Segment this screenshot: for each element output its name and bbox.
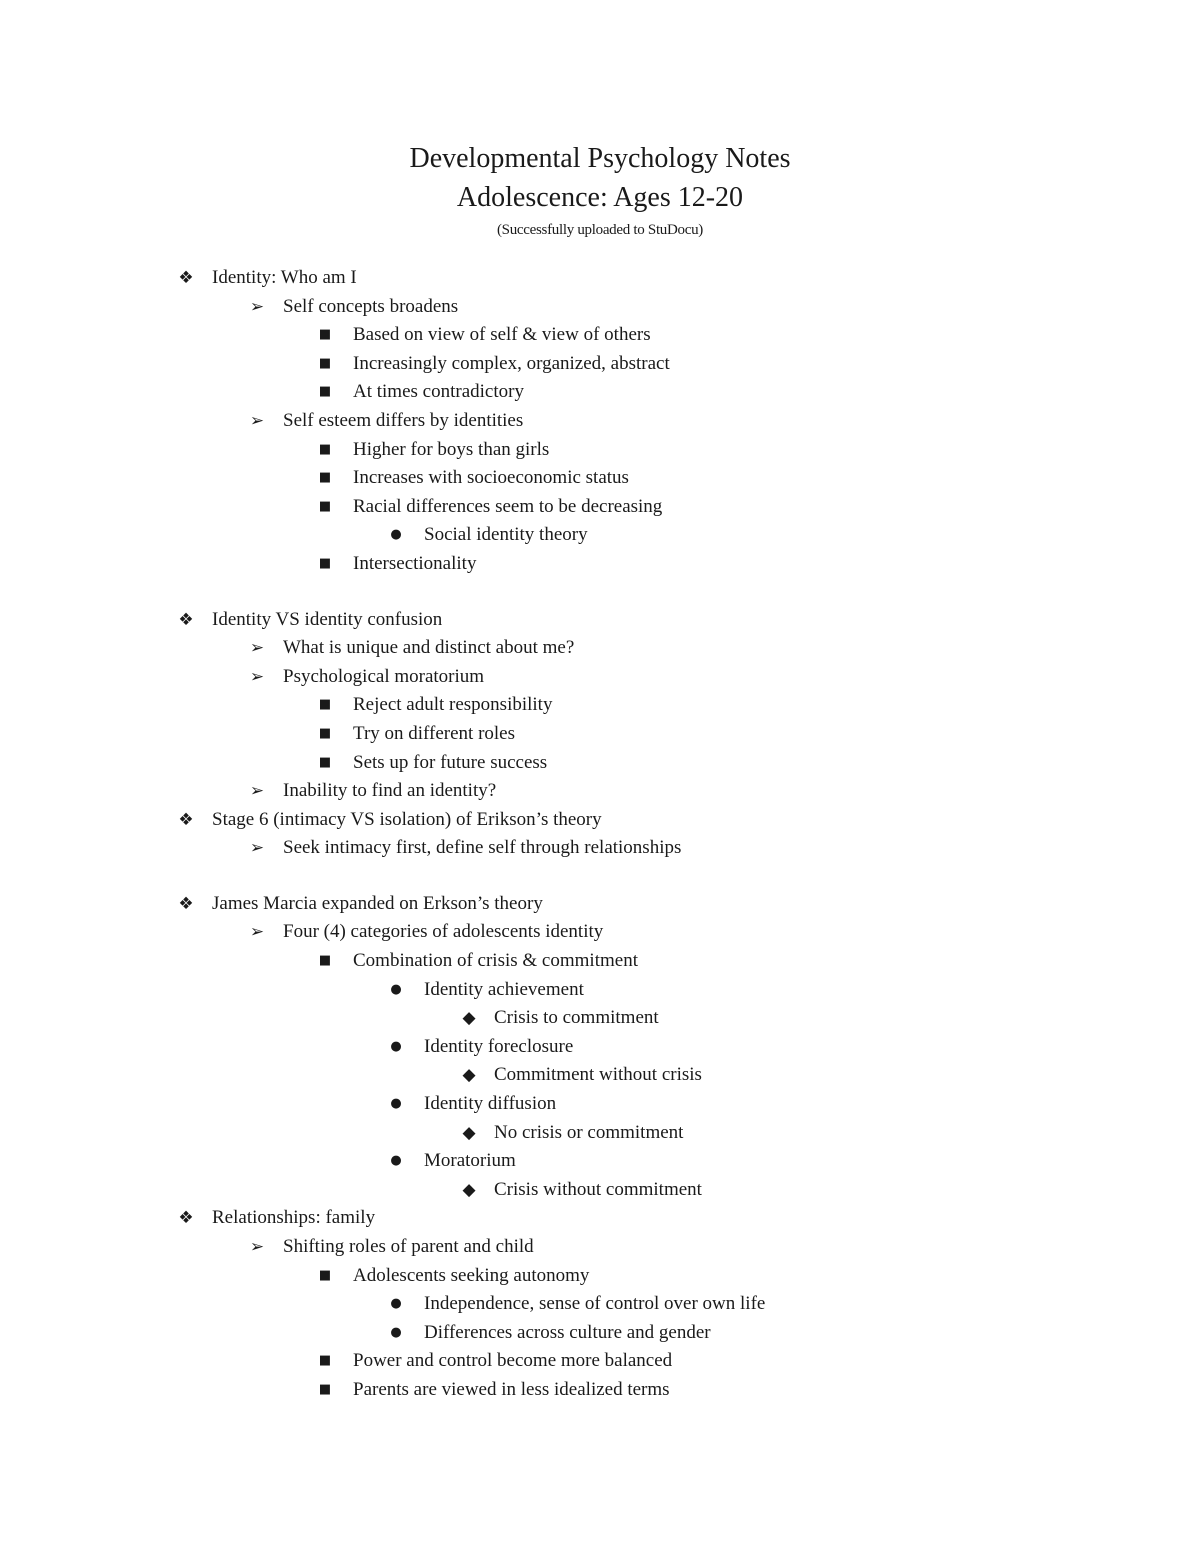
outline-item-level-5: [0, 1061, 1200, 1090]
bullet-level-3-icon: ■: [318, 1381, 332, 1397]
outline-item-level-2: [0, 407, 1200, 436]
outline-item-text: Reject adult responsibility: [353, 694, 553, 716]
outline-item-text: Seek intimacy first, define self through relationships: [283, 837, 682, 859]
bullet-level-3-icon: ■: [318, 327, 332, 343]
bullet-level-5-icon: ◆: [462, 1008, 476, 1029]
outline-item-text: Based on view of self & view of others: [353, 324, 651, 346]
outline-item-text: Psychological moratorium: [283, 665, 485, 687]
outline-item-text: Increasingly complex, organized, abstract: [353, 352, 670, 374]
outline-item-text: Power and control become more balanced: [353, 1350, 673, 1372]
outline-item-text: Self esteem differs by identities: [283, 409, 524, 431]
upload-note: (Successfully uploaded to StuDocu): [496, 222, 703, 238]
outline-item-level-3: [0, 720, 1200, 749]
outline-item-level-3: [0, 350, 1200, 379]
outline-item-text: Higher for boys than girls: [353, 438, 550, 460]
outline-item-level-3: [0, 1376, 1200, 1405]
outline-item-level-4: [0, 976, 1200, 1005]
outline-item-text: Commitment without crisis: [494, 1064, 702, 1086]
outline-item-text: Social identity theory: [424, 524, 588, 546]
bullet-level-4-icon: ●: [390, 1324, 402, 1340]
outline-item-text: Combination of crisis & commitment: [353, 950, 638, 972]
outline-item-level-5: [0, 1004, 1200, 1033]
bullet-level-2-icon: ➢: [249, 781, 265, 802]
bullet-level-4-icon: ●: [390, 1296, 402, 1312]
bullet-level-2-icon: ➢: [249, 922, 265, 943]
bullet-level-1-icon: ❖: [178, 268, 194, 288]
outline-item-level-3: [0, 1347, 1200, 1376]
bullet-level-4-icon: ●: [390, 981, 402, 997]
outline-item-level-3: [0, 1262, 1200, 1291]
bullet-level-3-icon: ■: [318, 441, 332, 457]
outline-item-level-2: [0, 777, 1200, 806]
outline-item-text: Relationships: family: [212, 1207, 376, 1229]
outline-item-text: Identity foreclosure: [424, 1035, 574, 1057]
outline-item-level-2: [0, 918, 1200, 947]
bullet-level-2-icon: ➢: [249, 1237, 265, 1257]
bullet-level-2-icon: ➢: [249, 638, 265, 659]
outline-item-level-4: [0, 1290, 1200, 1319]
bullet-level-5-icon: ◆: [462, 1065, 476, 1086]
outline-item-text: Stage 6 (intimacy VS isolation) of Erikson’s theory: [212, 808, 602, 830]
outline-item-level-4: [0, 1033, 1200, 1062]
outline-item-text: Self concepts broadens: [283, 295, 459, 317]
outline-item-text: Crisis without commitment: [494, 1178, 702, 1200]
outline-item-level-1: [0, 606, 1200, 635]
outline-item-text: Intersectionality: [353, 552, 477, 574]
bullet-level-2-icon: ➢: [249, 666, 265, 687]
outline-item-level-2: [0, 634, 1200, 663]
outline-item-level-4: [0, 1090, 1200, 1119]
bullet-level-1-icon: ❖: [178, 893, 194, 914]
bullet-level-1-icon: ❖: [178, 1208, 194, 1229]
outline-item-level-3: [0, 550, 1200, 579]
outline-item-level-4: [0, 1319, 1200, 1348]
outline-item-text: Try on different roles: [353, 722, 516, 744]
bullet-level-3-icon: ■: [318, 1267, 332, 1283]
bullet-level-1-icon: ❖: [178, 609, 194, 630]
bullet-level-3-icon: ■: [318, 725, 332, 741]
outline-item-text: At times contradictory: [353, 381, 524, 403]
outline-item-level-3: [0, 378, 1200, 407]
bullet-level-2-icon: ➢: [249, 410, 265, 431]
document-title: Developmental Psychology Notes: [409, 143, 791, 174]
outline-item-text: Identity: Who am I: [212, 267, 357, 288]
outline-item-text: Parents are viewed in less idealized terms: [353, 1378, 670, 1400]
outline-item-text: Sets up for future success: [353, 751, 548, 773]
outline-item-text: Identity diffusion: [424, 1093, 557, 1115]
bullet-level-3-icon: ■: [318, 953, 332, 969]
bullet-level-5-icon: ◆: [462, 1122, 476, 1143]
bullet-level-3-icon: ■: [318, 355, 332, 371]
bullet-level-3-icon: ■: [318, 1353, 332, 1369]
outline-item-level-3: [0, 749, 1200, 778]
outline-item-level-2: [0, 663, 1200, 692]
document-subtitle: Adolescence: Ages 12-20: [456, 182, 744, 213]
bullet-level-4-icon: ●: [390, 1096, 402, 1112]
document-header: [0, 140, 1200, 242]
outline-item-text: What is unique and distinct about me?: [283, 637, 575, 659]
outline-item-level-1: [0, 264, 1200, 293]
outline-item-level-2: [0, 1233, 1200, 1262]
outline-item-level-5: [0, 1176, 1200, 1205]
outline-item-level-1: [0, 1204, 1200, 1233]
outline-item-level-5: [0, 1119, 1200, 1148]
outline-item-level-2: [0, 293, 1200, 322]
outline-item-level-3: [0, 321, 1200, 350]
bullet-level-4-icon: ●: [390, 1153, 402, 1169]
bullet-level-1-icon: ❖: [178, 809, 194, 830]
outline-item-text: Independence, sense of control over own life: [424, 1293, 766, 1315]
outline-item-text: Identity VS identity confusion: [212, 608, 443, 630]
outline-item-level-3: [0, 436, 1200, 465]
bullet-level-3-icon: ■: [318, 754, 332, 770]
outline-item-level-1: [0, 890, 1200, 919]
bullet-level-4-icon: ●: [390, 1038, 402, 1054]
outline-item-level-1: [0, 806, 1200, 835]
outline-item-level-3: [0, 947, 1200, 976]
bullet-level-2-icon: ➢: [249, 296, 265, 317]
bullet-level-4-icon: ●: [390, 527, 402, 543]
notes-outline: [0, 264, 1200, 1405]
outline-item-level-3: [0, 464, 1200, 493]
outline-item-text: Crisis to commitment: [494, 1007, 659, 1029]
outline-item-level-4: [0, 521, 1200, 550]
bullet-level-3-icon: ■: [318, 555, 332, 571]
outline-item-level-4: [0, 1147, 1200, 1176]
outline-item-text: Moratorium: [424, 1150, 516, 1172]
outline-item-text: Adolescents seeking autonomy: [353, 1264, 590, 1286]
outline-item-text: Four (4) categories of adolescents identity: [283, 921, 604, 943]
outline-item-level-3: [0, 691, 1200, 720]
outline-item-text: Racial differences seem to be decreasing: [353, 495, 663, 517]
bullet-level-2-icon: ➢: [249, 838, 265, 859]
bullet-level-3-icon: ■: [318, 498, 332, 514]
outline-item-text: Identity achievement: [424, 978, 584, 1000]
outline-item-text: Shifting roles of parent and child: [283, 1236, 534, 1257]
outline-item-text: Increases with socioeconomic status: [353, 467, 629, 489]
outline-item-text: James Marcia expanded on Erkson’s theory: [212, 892, 543, 914]
outline-item-text: Inability to find an identity?: [283, 780, 497, 802]
bullet-level-3-icon: ■: [318, 697, 332, 713]
outline-item-text: No crisis or commitment: [494, 1121, 684, 1143]
bullet-level-3-icon: ■: [318, 384, 332, 400]
bullet-level-3-icon: ■: [318, 470, 332, 486]
bullet-level-5-icon: ◆: [462, 1179, 476, 1200]
outline-item-text: Differences across culture and gender: [424, 1321, 711, 1343]
outline-item-level-3: [0, 493, 1200, 522]
outline-item-level-2: [0, 834, 1200, 863]
